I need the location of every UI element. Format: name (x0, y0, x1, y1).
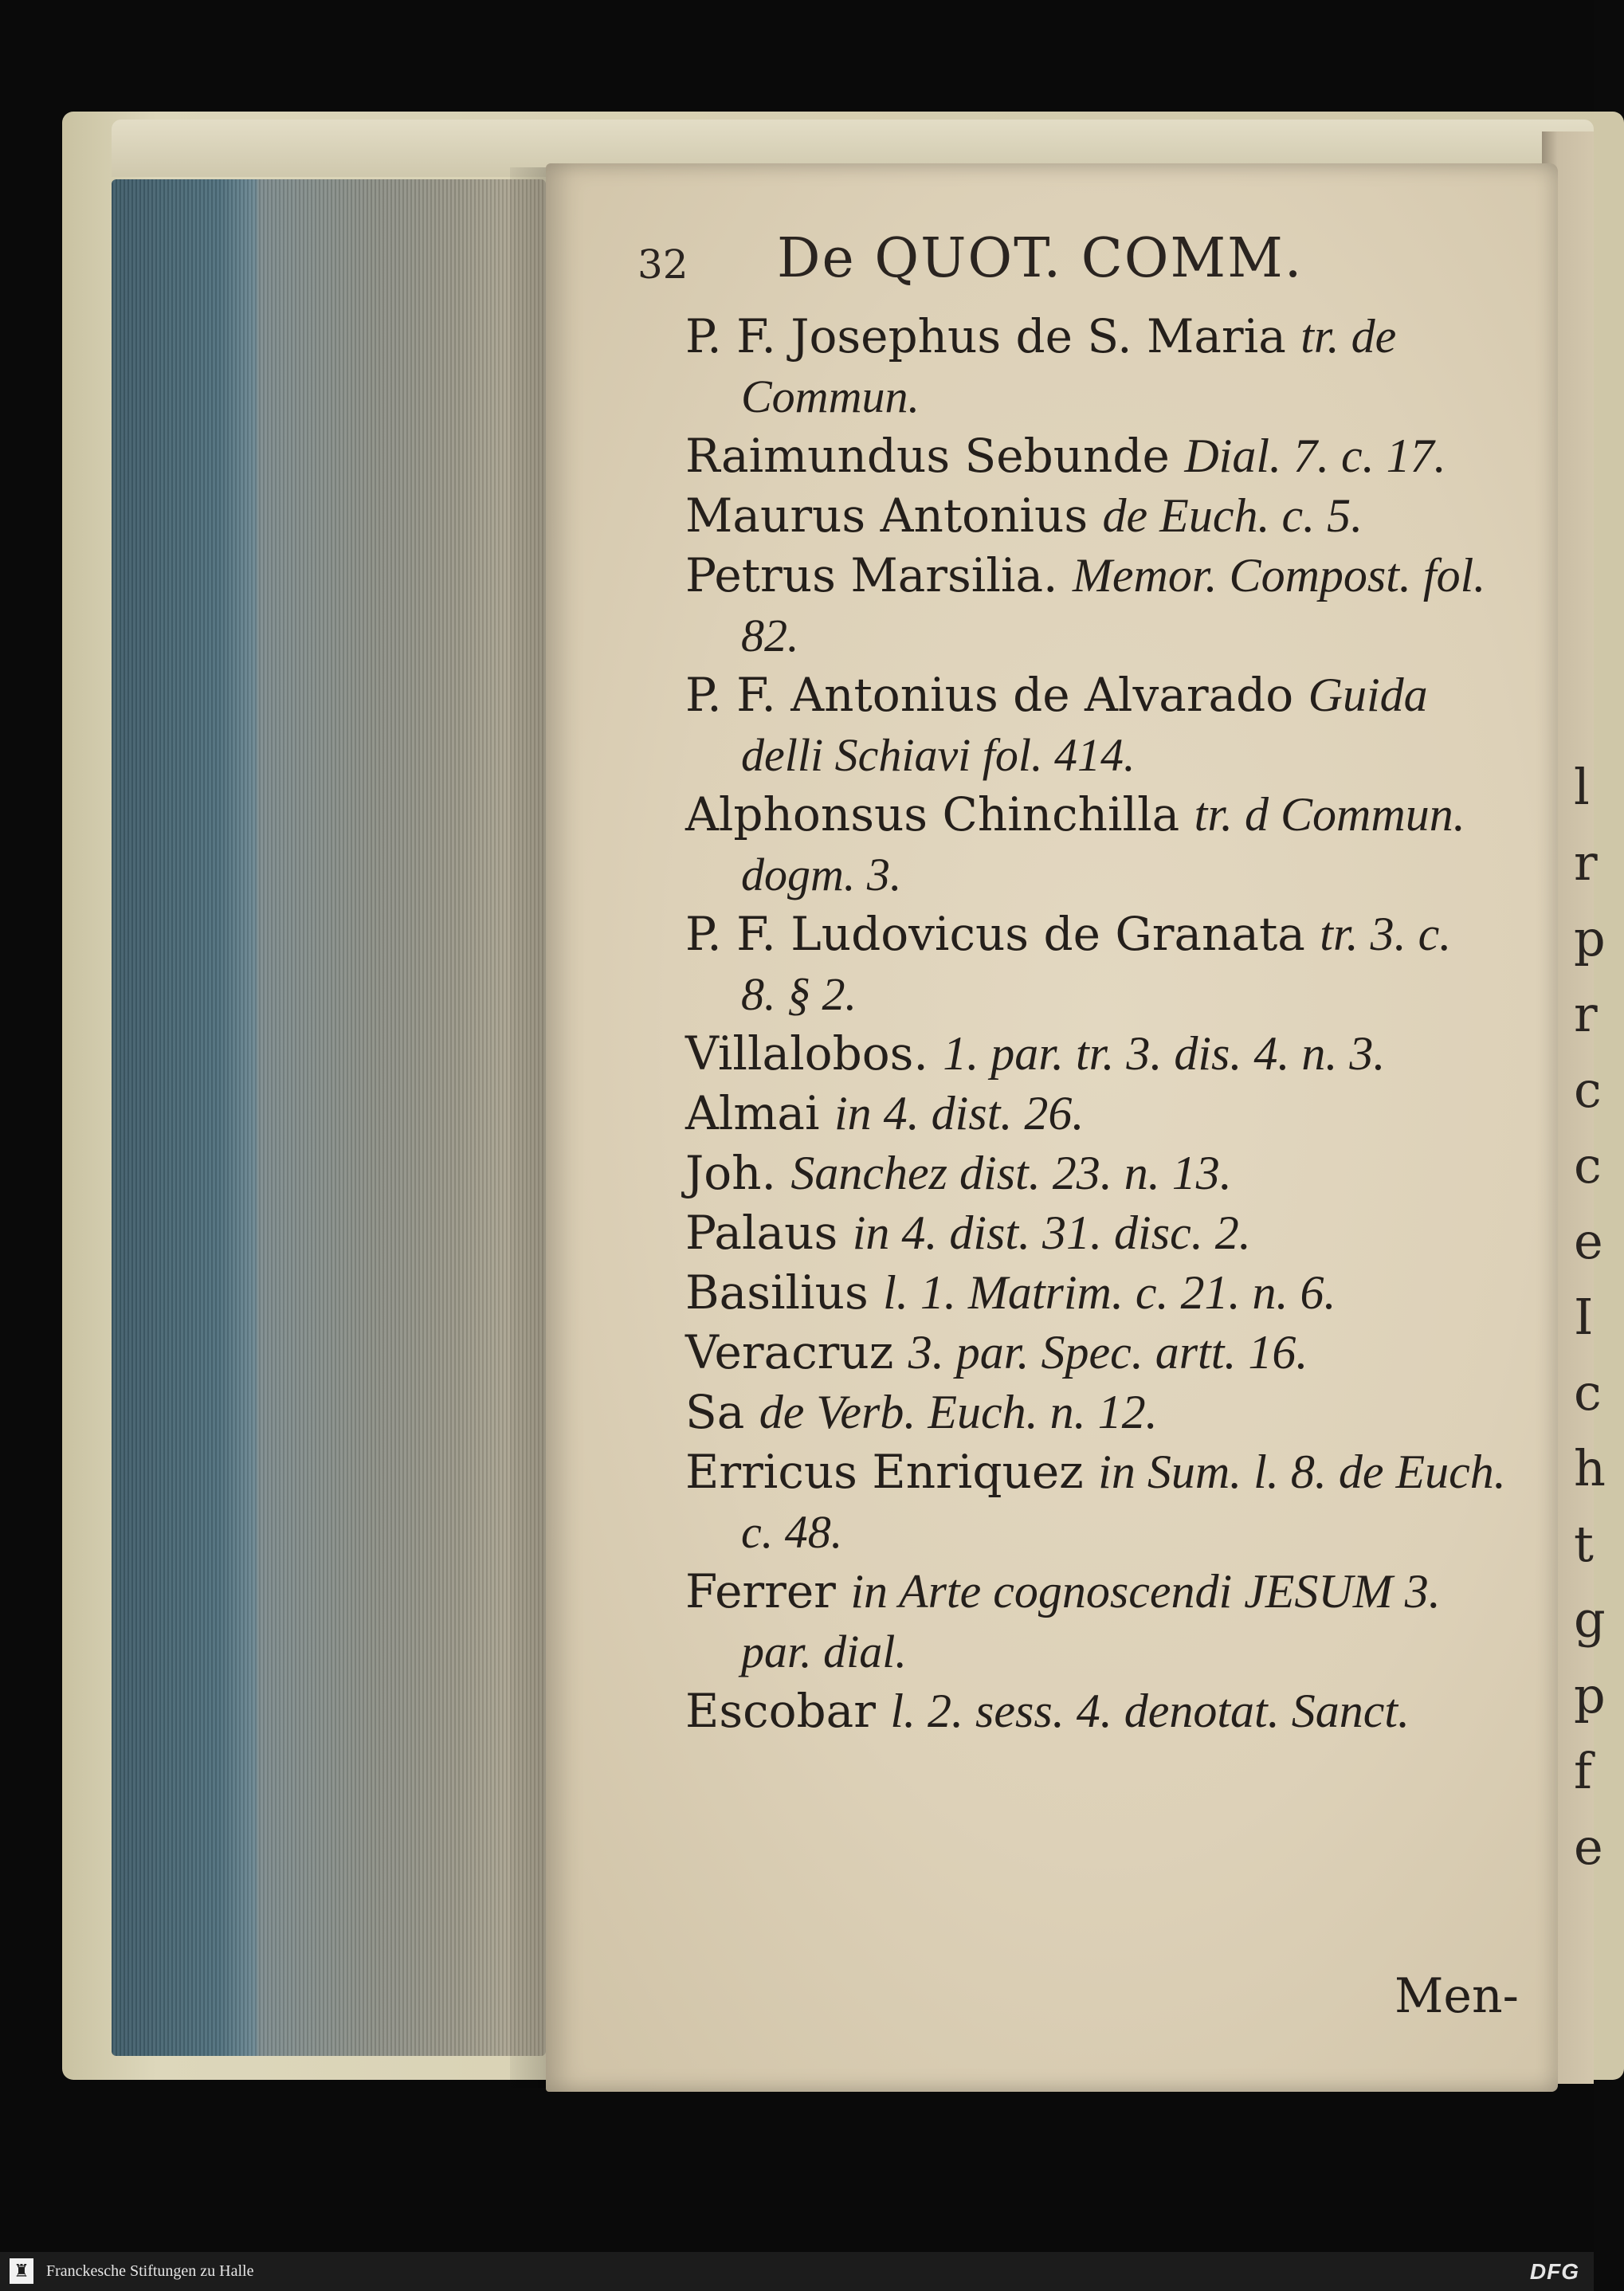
citation-reference: in 4. dist. 26. (834, 1087, 1085, 1140)
citation-entry (685, 486, 1514, 546)
author-name: Palaus (685, 1206, 838, 1260)
page-header (637, 227, 1514, 299)
citation-entry (685, 785, 1514, 904)
citation-reference: Dial. 7. c. 17. (1184, 430, 1446, 482)
citation-continuation: c. 48. (741, 1506, 843, 1558)
facing-letter: h (1574, 1439, 1606, 1497)
citation-reference: l. 1. Matrim. c. 21. n. 6. (883, 1266, 1336, 1319)
citation-entry (685, 1383, 1514, 1442)
citation-continuation: 8. § 2. (741, 968, 857, 1020)
facing-letter: e (1574, 1818, 1603, 1876)
institution-name: Franckesche Stiftungen zu Halle (46, 2262, 254, 2280)
citation-reference: l. 2. sess. 4. denotat. Sanct. (890, 1685, 1410, 1737)
citation-reference: de Verb. Euch. n. 12. (759, 1386, 1158, 1438)
author-name: Petrus Marsilia. (685, 548, 1058, 602)
citation-continuation: Commun. (741, 371, 920, 422)
author-name: Villalobos. (685, 1026, 928, 1081)
citation-entry (685, 1144, 1514, 1203)
citation-entry (685, 904, 1514, 1024)
citation-list (685, 307, 1514, 1741)
facing-letter: c (1574, 1136, 1602, 1195)
facing-letter: p (1574, 909, 1606, 967)
author-name: Raimundus Sebunde (685, 429, 1170, 483)
author-name: Almai (685, 1086, 820, 1140)
page-number: 32 (637, 241, 688, 288)
citation-entry (685, 1203, 1514, 1263)
citation-entry (685, 1024, 1514, 1084)
citation-reference: tr. de (1300, 310, 1397, 363)
citation-entry (685, 546, 1514, 665)
citation-continuation: dogm. 3. (741, 849, 902, 900)
citation-reference: 1. par. tr. 3. dis. 4. n. 3. (943, 1027, 1386, 1080)
institution-logo-icon: ♜ (10, 2258, 33, 2284)
book-page (546, 163, 1558, 2092)
facing-letter: r (1574, 985, 1598, 1043)
citation-reference: de Euch. c. 5. (1102, 489, 1363, 542)
facing-letter: c (1574, 1363, 1602, 1422)
citation-entry (685, 307, 1514, 426)
author-name: P. F. Ludovicus de Granata (685, 907, 1305, 961)
page-block-fore-edge (112, 179, 546, 2056)
author-name: Erricus Enriquez (685, 1445, 1084, 1499)
author-name: Veracruz (685, 1325, 894, 1379)
author-name: Sa (685, 1385, 745, 1439)
citation-entry (685, 1084, 1514, 1144)
author-name: Maurus Antonius (685, 488, 1089, 543)
facing-letter: I (1574, 1288, 1594, 1346)
citation-reference: tr. 3. c. (1320, 908, 1452, 960)
citation-reference: Sanchez dist. 23. n. 13. (790, 1147, 1232, 1199)
facing-letter: t (1574, 1515, 1594, 1573)
citation-reference: Guida (1308, 669, 1428, 721)
citation-entry (685, 665, 1514, 785)
citation-reference: in Arte cognoscendi JESUM 3. (850, 1565, 1441, 1618)
citation-reference: 3. par. Spec. artt. 16. (908, 1326, 1308, 1379)
funder-logo: DFG (1529, 2259, 1579, 2284)
facing-letter: f (1574, 1742, 1592, 1800)
author-name: P. F. Antonius de Alvarado (685, 668, 1294, 722)
citation-entry (685, 1442, 1514, 1562)
citation-entry (685, 1681, 1514, 1741)
author-name: Escobar (685, 1684, 876, 1738)
citation-reference: in Sum. l. 8. de Euch. (1098, 1446, 1506, 1498)
citation-reference: in 4. dist. 31. disc. 2. (852, 1206, 1251, 1259)
facing-letter: r (1574, 834, 1598, 892)
citation-reference: tr. d Commun. (1194, 788, 1465, 841)
author-name: Basilius (685, 1265, 869, 1320)
facing-page-letters (1574, 749, 1606, 1885)
citation-continuation: par. dial. (741, 1626, 907, 1677)
author-name: Ferrer (685, 1564, 836, 1618)
citation-continuation: delli Schiavi fol. 414. (741, 729, 1136, 781)
author-name: Joh. (685, 1146, 776, 1200)
citation-entry (685, 1263, 1514, 1323)
citation-entry (685, 1562, 1514, 1681)
running-head: De QUOT. COMM. (777, 227, 1304, 290)
footer-bar (0, 2252, 1594, 2291)
author-name: P. F. Josephus de S. Maria (685, 309, 1286, 363)
citation-entry (685, 1323, 1514, 1383)
citation-continuation: 82. (741, 610, 799, 661)
catchword: Men- (1395, 1968, 1519, 2024)
facing-letter: p (1574, 1666, 1606, 1724)
facing-letter: c (1574, 1061, 1602, 1119)
citation-entry (685, 426, 1514, 486)
citation-reference: Memor. Compost. fol. (1072, 549, 1486, 602)
author-name: Alphonsus Chinchilla (685, 787, 1180, 841)
facing-letter: e (1574, 1212, 1603, 1270)
facing-letter: g (1574, 1591, 1606, 1649)
facing-letter: l (1574, 758, 1590, 816)
